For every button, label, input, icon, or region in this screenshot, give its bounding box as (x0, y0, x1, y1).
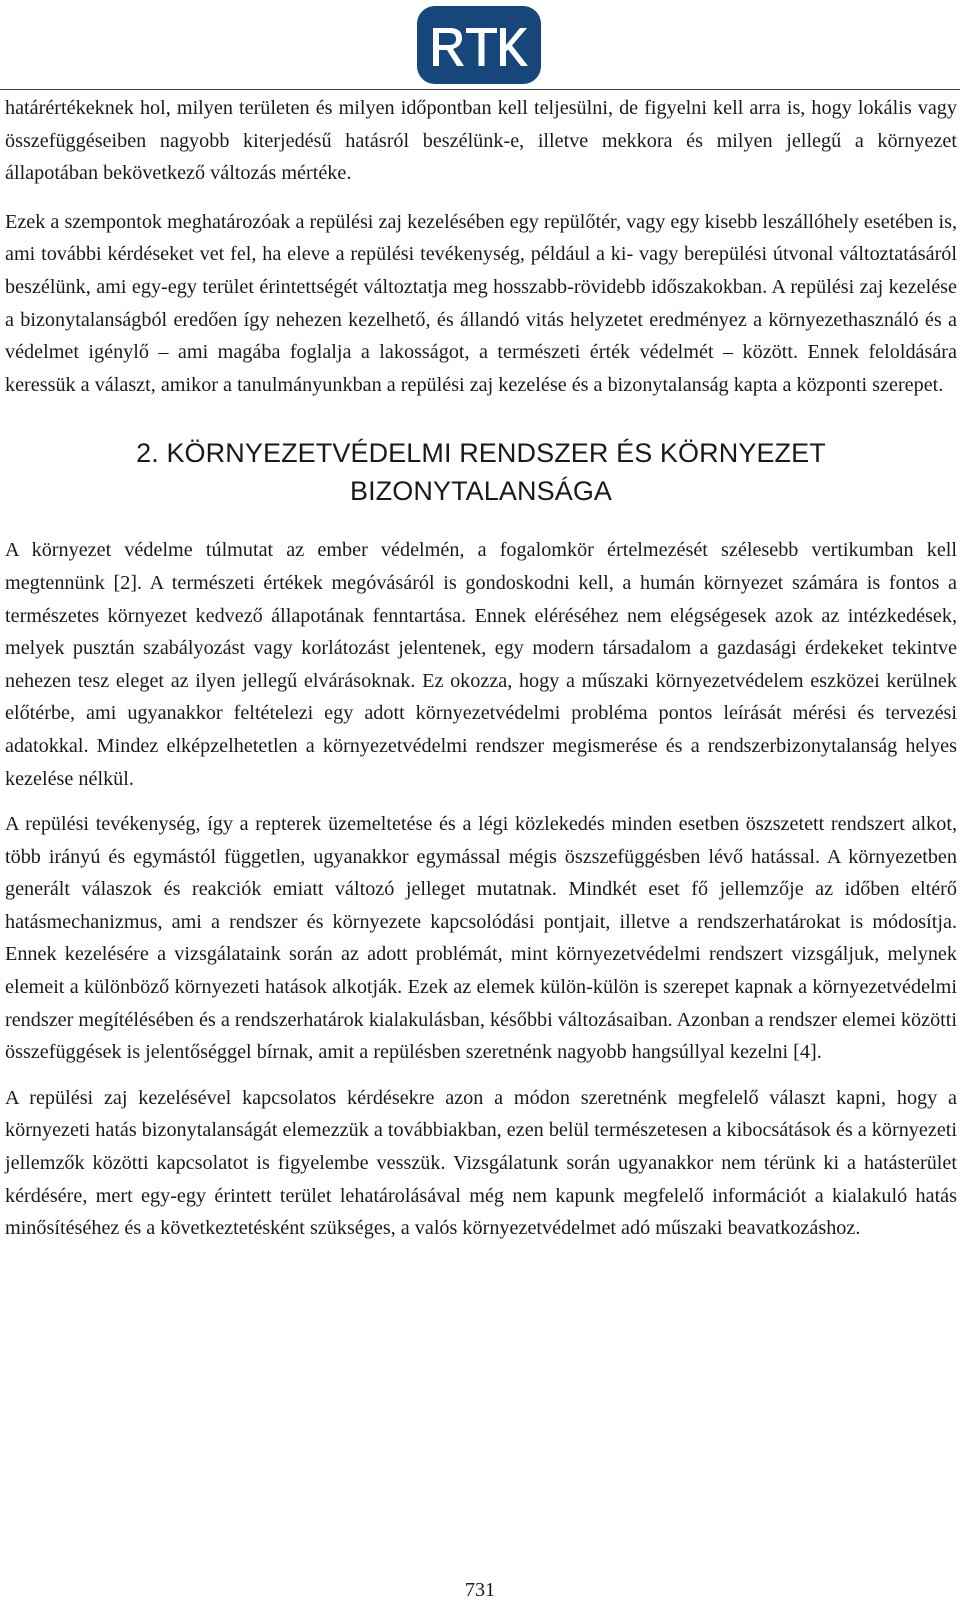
paragraph-intro: határértékeknek hol, milyen területen és milyen időpontban kell teljesülni, de figyelni kell arra is, hogy lokális vagy összefüggéseiben nagyobb kiterjedésű hatásról beszélünk-e, illetve mekkora és milyen jellegű a környezet állapotában bekövetkező változás mértéke. (5, 97, 957, 185)
page-number: 731 (464, 1579, 496, 1601)
section-heading-line-1: 2. KÖRNYEZETVÉDELMI RENDSZER ÉS KÖRNYEZET (136, 438, 826, 469)
rtk-logo-icon (417, 6, 541, 84)
page-header (0, 0, 960, 92)
section-heading (5, 434, 957, 510)
paragraph-aviation-noise: Ezek a szempontok meghatározóak a repülési zaj kezelésében egy repülőtér, vagy egy kisebb leszállóhely esetében is, ami további kérdéseket vet fel, ha eleve a repülési tevékenység, például a ki- vagy berepülési útvonal változtatásáról beszélünk, ami egy-egy terület érintettségét változtatja meg hosszabb-rövidebb időszakokban. A repülési zaj kezelése a bizonytalanságból eredően így nehezen kezelhető, és állandó vitás helyzetet eredményez a környezethasználó és a védelmet igénylő – ami magába foglalja a lakosságot, a természeti érték védelmét – között. Ennek feloldására keressük a választ, amikor a tanulmányunkban a repülési zaj kezelése és a bizonytalanság kapta a központi szerepet. (5, 210, 957, 396)
section-heading-line-2: BIZONYTALANSÁGA (349, 476, 613, 507)
rtk-logo (417, 6, 541, 84)
paragraph-aviation-system: A repülési tevékenység, így a repterek üzemeltetése és a légi közlekedés minden esetben öszszetett rendszert alkot, több irányú és egymástól független, ugyanakkor egymással mégis öszszefüggésben lévő hatással. A környezetben generált válaszok és reakciók emiatt változó jelleget mutatnak. Mindkét eset fő jellemzője az időben eltérő hatásmechanizmus, ami a rendszer és környezete kapcsolódási pontjait, illetve a rendszerhatárokat is módosítja. Ennek kezelésére a vizsgálataink során az adott problémát, mint környezetvédelmi rendszert vizsgáljuk, melynek elemeit a különböző környezeti hatások alkotják. Ezek az elemek külön-külön is szerepet kapnak a környezetvédelmi rendszer megítélésében és a rendszerhatárok kialakulásban, későbbi változásaiban. Azonban a rendszer elemei közötti összefüggések is jelentőséggel bírnak, amit a repülésben szeretnénk nagyobb hangsúllyal kezelni [4]. (5, 813, 957, 1064)
paragraph-uncertainty-analysis: A repülési zaj kezelésével kapcsolatos kérdésekre azon a módon szeretnénk megfelelő választ kapni, hogy a környezeti hatás bizonytalanságát elemezzük a továbbiakban, ezen belül természetesen a kibocsátások és a környezeti jellemzők közötti kapcsolatot is figyelembe vesszük. Vizsgálatunk során ugyanakkor nem térünk ki a hatásterület kérdésére, mert egy-egy érintett terület lehatárolásával még nem kapunk megfelelő információt a kialakuló hatás minősítéséhez és a következtetésként szükséges, a valós környezetvédelmet adó műszaki beavatkozáshoz. (5, 1086, 957, 1240)
paragraph-environment-protection: A környezet védelme túlmutat az ember védelmén, a fogalomkör értelmezését szélesebb vertikumban kell megtennünk [2]. A természeti értékek megóvásáról is gondoskodni kell, a humán környezet számára is fontos a természetes környezet kedvező állapotának fenntartása. Ennek eléréséhez nem elégségesek azok az intézkedések, melyek pusztán szabályozást vagy korlátozást jelentenek, egy modern társadalom a gazdasági érdekeket tekintve nehezen tesz eleget az ilyen jellegű elvárásoknak. Ez okozza, hogy a műszaki környezetvédelem eszközei kerülnek előtérbe, ami ugyanakkor feltételezi egy adott környezetvédelmi probléma pontos leírását mérési és tervezési adatokkal. Mindez elképzelhetetlen a környezetvédelmi rendszer megismerése és a rendszerbizonytalanság helyes kezelése nélkül. (5, 539, 957, 790)
document-body (5, 92, 957, 1245)
header-divider (0, 89, 960, 90)
